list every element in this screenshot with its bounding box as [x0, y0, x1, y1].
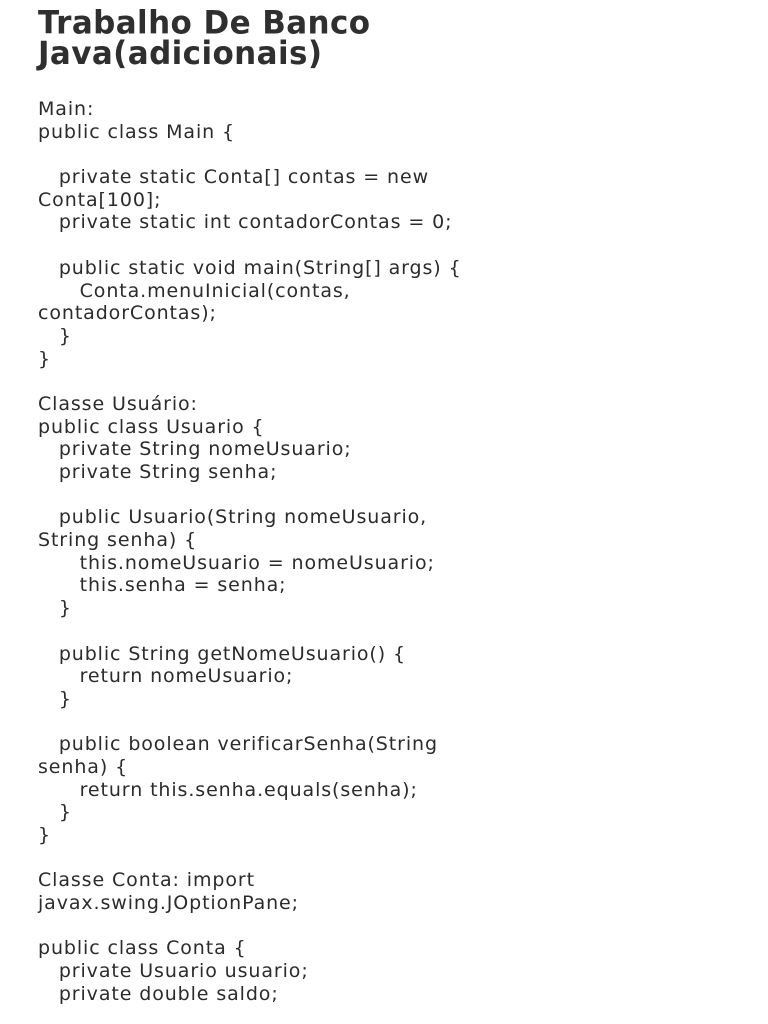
code-line: private double saldo; [38, 982, 279, 1005]
document-body [38, 98, 738, 1006]
code-line: public Usuario(String nomeUsuario, [38, 506, 428, 529]
code-line: return nomeUsuario; [38, 665, 294, 688]
code-line: } [38, 687, 72, 710]
code-line [38, 484, 738, 507]
code-line: this.senha = senha; [38, 574, 287, 597]
document-title-line: Java(adicionais) [38, 35, 323, 73]
code-line: } [38, 597, 72, 620]
code-line: public class Conta { [38, 937, 247, 960]
code-line: private String senha; [38, 461, 278, 483]
document-page [38, 4, 738, 1006]
code-line [38, 370, 738, 393]
code-line: return this.senha.equals(senha); [38, 778, 418, 801]
code-line [38, 234, 738, 257]
code-line [38, 847, 738, 870]
code-line: public String getNomeUsuario() { [38, 642, 406, 665]
code-line [38, 143, 738, 166]
code-line: } [38, 324, 72, 347]
code-line: Main: [38, 98, 95, 120]
code-line [38, 620, 738, 643]
code-line: contadorContas); [38, 302, 217, 325]
code-line: senha) { [38, 755, 129, 778]
code-line: private static Conta[] contas = new [38, 166, 430, 189]
document-title [38, 4, 738, 73]
document-title-line: Trabalho De Banco [38, 4, 371, 42]
code-line: this.nomeUsuario = nomeUsuario; [38, 551, 435, 574]
code-line: Classe Usuário: [38, 392, 198, 415]
code-line: Conta[100]; [38, 188, 162, 211]
code-line: private String nomeUsuario; [38, 438, 352, 461]
code-line: } [38, 824, 51, 846]
code-line: String senha) { [38, 529, 198, 552]
code-line: } [38, 347, 51, 370]
code-line: private Usuario usuario; [38, 960, 309, 983]
code-line: Classe Conta: import [38, 869, 255, 892]
code-line: javax.swing.JOptionPane; [38, 892, 299, 915]
code-line: public class Main { [38, 120, 235, 143]
code-line: public static void main(String[] args) { [38, 256, 462, 279]
code-line: Conta.menuInicial(contas, [38, 279, 351, 302]
code-line [38, 711, 738, 734]
code-line [38, 915, 738, 938]
code-line: } [38, 801, 72, 824]
code-line: public class Usuario { [38, 415, 265, 438]
code-line: public boolean verificarSenha(String [38, 733, 438, 756]
code-line: private static int contadorContas = 0; [38, 211, 453, 234]
